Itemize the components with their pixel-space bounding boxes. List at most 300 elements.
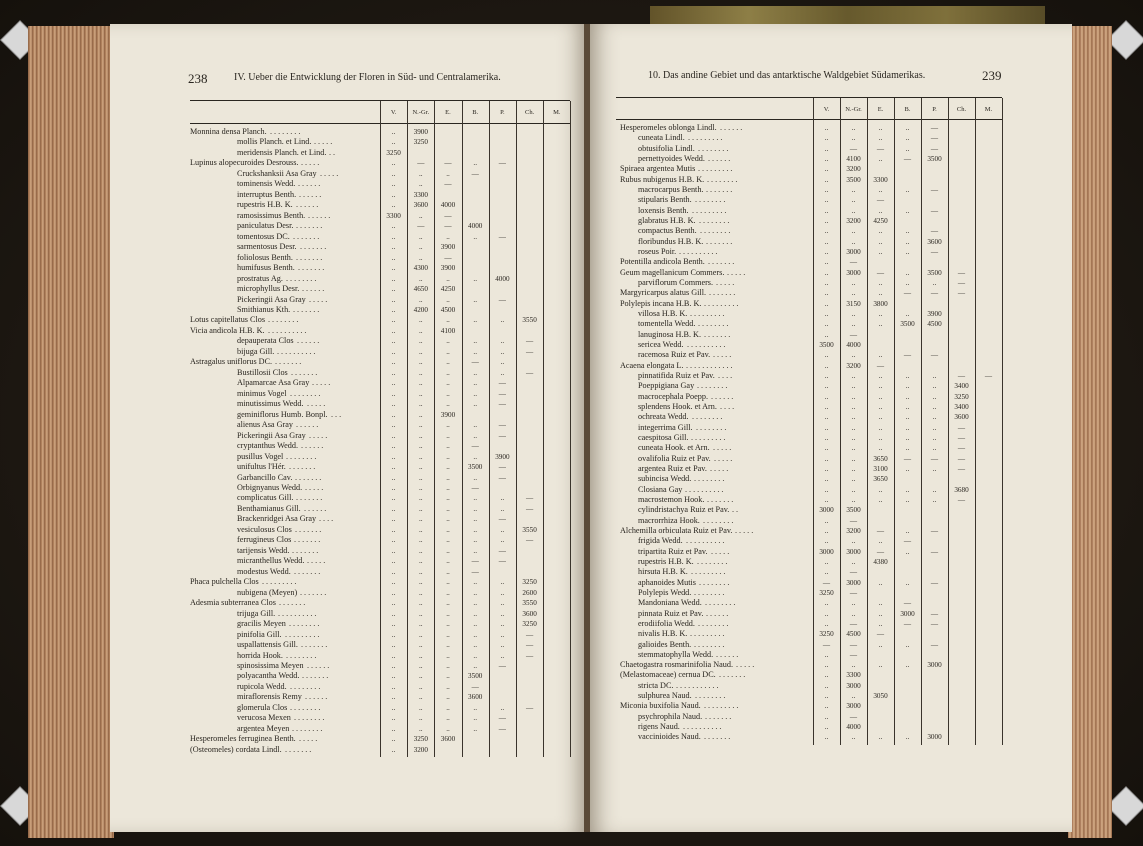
species-name: stemmatophylla Wedd. (638, 649, 714, 659)
dot-leader: ....... (719, 670, 748, 680)
dot-leader: .......... (679, 246, 720, 256)
elevation-cell: .. (418, 599, 423, 608)
elevation-cell: — (903, 154, 912, 163)
elevation-cell: — (903, 537, 912, 546)
dot-leader: ....... (298, 263, 327, 273)
table-row (590, 288, 1002, 298)
dot-leader: ......... (262, 577, 299, 587)
table-row (590, 185, 1002, 195)
elevation-cell: — (526, 368, 534, 377)
species-name: Hesperomeles oblonga Lindl. (620, 123, 717, 132)
species-name: pusillus Vogel (237, 451, 284, 461)
table-header-rule (616, 119, 1002, 120)
dot-leader: ......... (285, 629, 322, 639)
elevation-cell: .. (473, 661, 477, 670)
species-name: Geum magellanicum Commers. (620, 267, 725, 277)
elevation-cell: .. (905, 413, 910, 422)
elevation-cell: .. (391, 201, 396, 210)
dot-leader: ....... (296, 221, 325, 231)
elevation-cell: .. (391, 473, 396, 482)
elevation-cell: .. (905, 268, 910, 277)
species-name: Hesperomeles ferruginea Benth. (190, 734, 296, 744)
species-name: argentea Ruiz et Pav. (638, 463, 707, 473)
table-row (590, 495, 1002, 505)
elevation-cell: .. (905, 578, 910, 587)
elevation-cell: 4500 (927, 320, 942, 329)
table-row (110, 378, 570, 388)
elevation-cell: 3500 (468, 672, 483, 681)
elevation-cell: .. (391, 599, 396, 608)
elevation-cell: 4100 (440, 326, 456, 335)
elevation-cell: .. (446, 557, 450, 566)
species-name: nivalis H.B. K. (638, 629, 688, 639)
elevation-cell: .. (391, 630, 396, 639)
dot-leader: ..... (727, 267, 748, 277)
elevation-cell: .. (824, 671, 829, 680)
elevation-cell: .. (473, 421, 477, 430)
elevation-cell: — (526, 504, 534, 513)
elevation-cell: — (526, 337, 534, 346)
elevation-cell: .. (824, 185, 829, 194)
elevation-cell: .. (446, 473, 450, 482)
elevation-cell: .. (824, 330, 829, 339)
elevation-cell: .. (824, 247, 829, 256)
elevation-cell: .. (391, 337, 396, 346)
elevation-cell: .. (824, 692, 829, 701)
elevation-cell: .. (391, 410, 396, 419)
elevation-cell: .. (824, 392, 829, 401)
table-row (110, 535, 570, 545)
elevation-cell: .. (446, 724, 450, 733)
elevation-cell: .. (391, 243, 396, 252)
elevation-cell: .. (878, 320, 883, 329)
elevation-cell: .. (878, 289, 883, 298)
dot-leader: ..... (299, 734, 320, 744)
table-row (110, 284, 570, 294)
elevation-cell: .. (824, 609, 829, 618)
table-row (590, 670, 1002, 680)
table-row (590, 629, 1002, 639)
elevation-cell: .. (824, 485, 829, 494)
elevation-cell: .. (391, 421, 396, 430)
dot-leader: ........ (707, 174, 740, 184)
dot-leader: ......... (704, 298, 741, 308)
elevation-cell: .. (824, 712, 829, 721)
elevation-cell: .. (391, 285, 396, 294)
elevation-cell: — (930, 247, 939, 256)
elevation-cell: — (903, 454, 912, 463)
elevation-cell: 3500 (927, 268, 942, 277)
elevation-cell: .. (932, 423, 937, 432)
table-row (110, 295, 570, 305)
table-row (110, 692, 570, 702)
elevation-cell: .. (500, 578, 505, 587)
elevation-cell: .. (473, 504, 477, 513)
species-name: Monnina densa Planch. (190, 127, 267, 136)
elevation-cell: .. (824, 227, 829, 236)
right-page (590, 24, 1072, 832)
elevation-cell: .. (500, 651, 505, 660)
elevation-cell: 3200 (846, 526, 861, 535)
dot-leader: ........ (703, 515, 736, 525)
elevation-cell: .. (824, 206, 829, 215)
elevation-cell: 4650 (413, 285, 428, 294)
species-name: sarmentosus Desr. (237, 242, 297, 252)
elevation-cell: 3600 (468, 693, 483, 702)
table-row (590, 588, 1002, 598)
elevation-cell: — (930, 144, 939, 153)
elevation-cell: .. (824, 650, 829, 659)
table-row (110, 169, 570, 179)
species-name: Smithianus Kth. (237, 304, 291, 314)
elevation-cell: .. (500, 609, 505, 618)
elevation-cell: .. (391, 483, 396, 492)
elevation-cell: .. (446, 641, 450, 650)
elevation-cell: 3800 (873, 299, 888, 308)
elevation-cell: — (930, 227, 939, 236)
dot-leader: .... (718, 370, 735, 380)
elevation-cell: .. (824, 537, 829, 546)
column-header: B. (472, 109, 479, 116)
species-name: rigens Naud. (638, 722, 680, 732)
dot-leader: ....... (302, 671, 331, 681)
elevation-cell: .. (932, 413, 937, 422)
elevation-cell: .. (391, 305, 396, 314)
table-row (590, 226, 1002, 236)
elevation-cell: .. (391, 651, 396, 660)
elevation-cell: 3000 (846, 578, 861, 587)
elevation-cell: — (849, 640, 858, 649)
table-row (590, 309, 1002, 319)
species-name: rupicola Wedd. (237, 681, 287, 691)
elevation-cell: .. (878, 619, 883, 628)
dot-leader: ......... (690, 629, 727, 639)
elevation-cell: .. (391, 264, 396, 273)
elevation-cell: .. (391, 400, 396, 409)
dot-leader: ........ (698, 319, 731, 329)
elevation-cell: — (498, 515, 506, 524)
dot-leader: .. (329, 147, 338, 157)
elevation-cell: .. (878, 185, 883, 194)
species-name: roseus Poir. (638, 246, 677, 256)
dot-leader: ....... (293, 231, 322, 241)
elevation-cell: .. (473, 546, 477, 555)
table-row (110, 389, 570, 399)
elevation-cell: .. (851, 237, 856, 246)
dot-leader: ......... (690, 308, 727, 318)
species-name: integerrima Gill. (638, 422, 693, 432)
table-row (590, 619, 1002, 629)
table-row (110, 598, 570, 608)
species-name: uspallattensis Gill. (237, 640, 298, 650)
elevation-cell: 3150 (846, 299, 861, 308)
dot-leader: ....... (296, 252, 325, 262)
species-name: minutissimus Wedd. (237, 399, 304, 409)
elevation-cell: .. (391, 546, 396, 555)
table-row (590, 567, 1002, 577)
table-row (590, 640, 1002, 650)
table-row (590, 660, 1002, 670)
elevation-cell: — (849, 588, 858, 597)
elevation-cell: 3250 (413, 735, 428, 744)
table-row (590, 423, 1002, 433)
dot-leader: ......... (698, 164, 735, 174)
elevation-cell: 4200 (413, 305, 428, 314)
elevation-cell: — (498, 159, 506, 168)
elevation-cell: .. (878, 278, 883, 287)
table-row (110, 671, 570, 681)
elevation-cell: .. (391, 682, 396, 691)
elevation-cell: .. (391, 724, 396, 733)
dot-leader: ........ (695, 691, 728, 701)
running-head: IV. Ueber die Entwicklung der Floren in Süd- und Centralamerika. (234, 72, 501, 83)
dot-leader: ....... (294, 535, 323, 545)
elevation-cell: 3300 (413, 190, 428, 199)
dot-leader: ....... (704, 732, 733, 742)
elevation-cell: 3600 (954, 413, 969, 422)
elevation-cell: .. (824, 433, 829, 442)
elevation-cell: — (957, 423, 966, 432)
species-name: Potentilla andicola Benth. (620, 257, 705, 267)
species-name: tomentella Wedd. (638, 319, 696, 329)
elevation-cell: 4000 (495, 274, 510, 283)
elevation-cell: .. (446, 400, 450, 409)
elevation-cell: .. (824, 134, 829, 143)
species-name: ferrugineus Clos (237, 535, 292, 545)
elevation-cell: 3900 (413, 128, 428, 136)
elevation-cell: .. (905, 134, 910, 143)
elevation-cell: .. (473, 714, 477, 723)
elevation-cell: .. (878, 382, 883, 391)
dot-leader: ....... (279, 598, 308, 608)
dot-leader: ...... (308, 210, 333, 220)
elevation-cell: .. (418, 389, 423, 398)
table-row (590, 144, 1002, 154)
elevation-cell: .. (851, 371, 856, 380)
dot-leader: ....... (300, 242, 329, 252)
elevation-cell: .. (446, 316, 450, 325)
elevation-cell: .. (418, 253, 423, 262)
species-name: depauperata Clos (237, 336, 294, 346)
elevation-cell: .. (932, 371, 937, 380)
table-row (590, 609, 1002, 619)
dot-leader: ....... (289, 462, 318, 472)
elevation-cell: .. (418, 661, 423, 670)
dot-leader: ....... (292, 545, 321, 555)
elevation-cell: — (930, 289, 939, 298)
elevation-cell: .. (851, 692, 856, 701)
elevation-cell: .. (905, 444, 910, 453)
table-row (590, 557, 1002, 567)
elevation-cell: — (849, 330, 858, 339)
elevation-cell: .. (824, 454, 829, 463)
running-head: 10. Das andine Gebiet und das antarktische Waldgebiet Südamerikas. (648, 70, 926, 81)
dot-leader: ........ (286, 273, 319, 283)
elevation-cell: .. (500, 536, 505, 545)
elevation-cell: — (930, 619, 939, 628)
elevation-cell: .. (391, 745, 396, 754)
dot-leader: ....... (295, 472, 324, 482)
elevation-cell: .. (473, 452, 477, 461)
dot-leader: ........ (290, 388, 323, 398)
elevation-cell: .. (500, 630, 505, 639)
elevation-cell: .. (932, 444, 937, 453)
elevation-cell: — (957, 495, 966, 504)
elevation-cell: .. (446, 504, 450, 513)
column-header: P. (500, 109, 505, 116)
species-name: Spiraea argentea Mutis (620, 164, 696, 174)
dot-leader: ....... (296, 493, 325, 503)
elevation-cell: 3200 (846, 216, 861, 225)
elevation-cell: .. (824, 216, 829, 225)
table-row (590, 402, 1002, 412)
table-row (110, 473, 570, 483)
species-name: obtusifolia Lindl. (638, 143, 695, 153)
elevation-cell: .. (391, 504, 396, 513)
elevation-cell: 3500 (468, 463, 483, 472)
elevation-cell: .. (446, 588, 450, 597)
elevation-cell: .. (446, 536, 450, 545)
species-name: frigida Wedd. (638, 536, 683, 546)
table-row (590, 195, 1002, 205)
elevation-cell: — (930, 526, 939, 535)
elevation-cell: .. (878, 154, 883, 163)
species-name: Vicia andicola H.B. K. (190, 325, 265, 335)
elevation-cell: 3250 (413, 138, 428, 147)
elevation-cell: .. (824, 444, 829, 453)
dot-leader: ....... (295, 524, 324, 534)
table-row (110, 232, 570, 242)
elevation-cell: 3500 (927, 154, 942, 163)
elevation-cell: .. (500, 347, 505, 356)
elevation-cell: — (849, 144, 858, 153)
dot-leader: ........ (697, 556, 730, 566)
elevation-cell: .. (878, 495, 883, 504)
elevation-cell: — (498, 714, 506, 723)
elevation-cell: .. (824, 516, 829, 525)
dot-leader: ........ (695, 195, 728, 205)
elevation-cell: .. (418, 452, 423, 461)
elevation-cell: .. (473, 599, 477, 608)
dot-leader: ..... (716, 277, 737, 287)
elevation-cell: 3680 (954, 485, 969, 494)
table-row (110, 137, 570, 147)
dot-leader: ........ (699, 577, 732, 587)
elevation-cell: — (498, 421, 506, 430)
species-name: aphanoides Mutis (638, 577, 696, 587)
species-name: spinosissima Meyen (237, 660, 304, 670)
species-name: cylindristachya Ruiz et Pav. (638, 505, 730, 515)
elevation-cell: — (930, 134, 939, 143)
elevation-cell: .. (473, 525, 477, 534)
elevation-cell: .. (473, 724, 477, 733)
dot-leader: ...... (307, 660, 332, 670)
dot-leader: ..... (710, 463, 731, 473)
dot-leader: ....... (294, 566, 323, 576)
elevation-cell: .. (500, 316, 505, 325)
species-name: trijuga Gill. (237, 608, 276, 618)
table-row (110, 514, 570, 524)
species-name: rupestris H.B. K. (237, 200, 293, 210)
elevation-cell: 3900 (927, 309, 942, 318)
table-row (590, 361, 1002, 371)
species-name: Orbignyanus Wedd. (237, 482, 303, 492)
elevation-cell: 3400 (954, 382, 969, 391)
column-header: N.-Gr. (845, 106, 862, 113)
elevation-cell: .. (878, 371, 883, 380)
table-row (110, 326, 570, 336)
table-row (110, 452, 570, 462)
elevation-cell: .. (851, 464, 856, 473)
elevation-cell: 3000 (900, 609, 915, 618)
species-name: meridensis Planch. et Lind. (237, 147, 327, 157)
elevation-cell: 2600 (522, 588, 537, 597)
elevation-cell: .. (500, 337, 505, 346)
elevation-cell: 3000 (846, 702, 861, 711)
elevation-cell: .. (446, 431, 450, 440)
dot-leader: ..... (320, 168, 341, 178)
elevation-cell: 3250 (819, 630, 834, 639)
table-row (590, 206, 1002, 216)
elevation-cell: .. (824, 661, 829, 670)
elevation-cell: — (498, 724, 506, 733)
dot-leader: ...... (296, 200, 321, 210)
dot-leader: ........ (289, 619, 322, 629)
elevation-cell: .. (391, 515, 396, 524)
column-header: M. (984, 106, 993, 113)
table-row (590, 392, 1002, 402)
table-row (590, 443, 1002, 453)
table-row (110, 724, 570, 734)
elevation-cell: .. (391, 672, 396, 681)
species-name: Polylepis incana H.B. K. (620, 298, 702, 308)
species-name: macrostemon Hook. (638, 494, 705, 504)
elevation-cell: — (903, 289, 912, 298)
table-row (110, 483, 570, 493)
elevation-cell: .. (905, 371, 910, 380)
dot-leader: ........ (286, 650, 319, 660)
dot-leader: .......... (277, 346, 318, 356)
elevation-cell: — (849, 712, 858, 721)
elevation-cell: .. (473, 232, 477, 241)
table-row (590, 268, 1002, 278)
elevation-cell: .. (446, 661, 450, 670)
dot-leader: ...... (720, 123, 745, 132)
dot-leader: ....... (707, 494, 736, 504)
elevation-cell: .. (418, 295, 423, 304)
species-name: bijuga Gill. (237, 346, 275, 356)
species-name: ochreata Wedd. (638, 412, 689, 422)
dot-leader: .......... (686, 536, 727, 546)
elevation-cell: .. (446, 494, 450, 503)
elevation-cell: 3900 (495, 452, 510, 461)
elevation-cell: .. (824, 154, 829, 163)
elevation-cell: 3600 (927, 237, 942, 246)
table-row (110, 211, 570, 221)
species-name: Lupinus alopecuroides Desrouss. (190, 158, 299, 168)
elevation-cell: .. (446, 599, 450, 608)
elevation-cell: .. (824, 402, 829, 411)
elevation-cell: .. (473, 431, 477, 440)
dot-leader: ........ (692, 412, 725, 422)
table-row (110, 431, 570, 441)
species-name: parviflorum Commers. (638, 277, 714, 287)
elevation-cell: .. (391, 358, 396, 367)
table-row (110, 347, 570, 357)
dot-leader: ........ (694, 639, 727, 649)
elevation-cell: — (444, 211, 452, 220)
species-name: Lotus capitellatus Clos (190, 315, 266, 325)
